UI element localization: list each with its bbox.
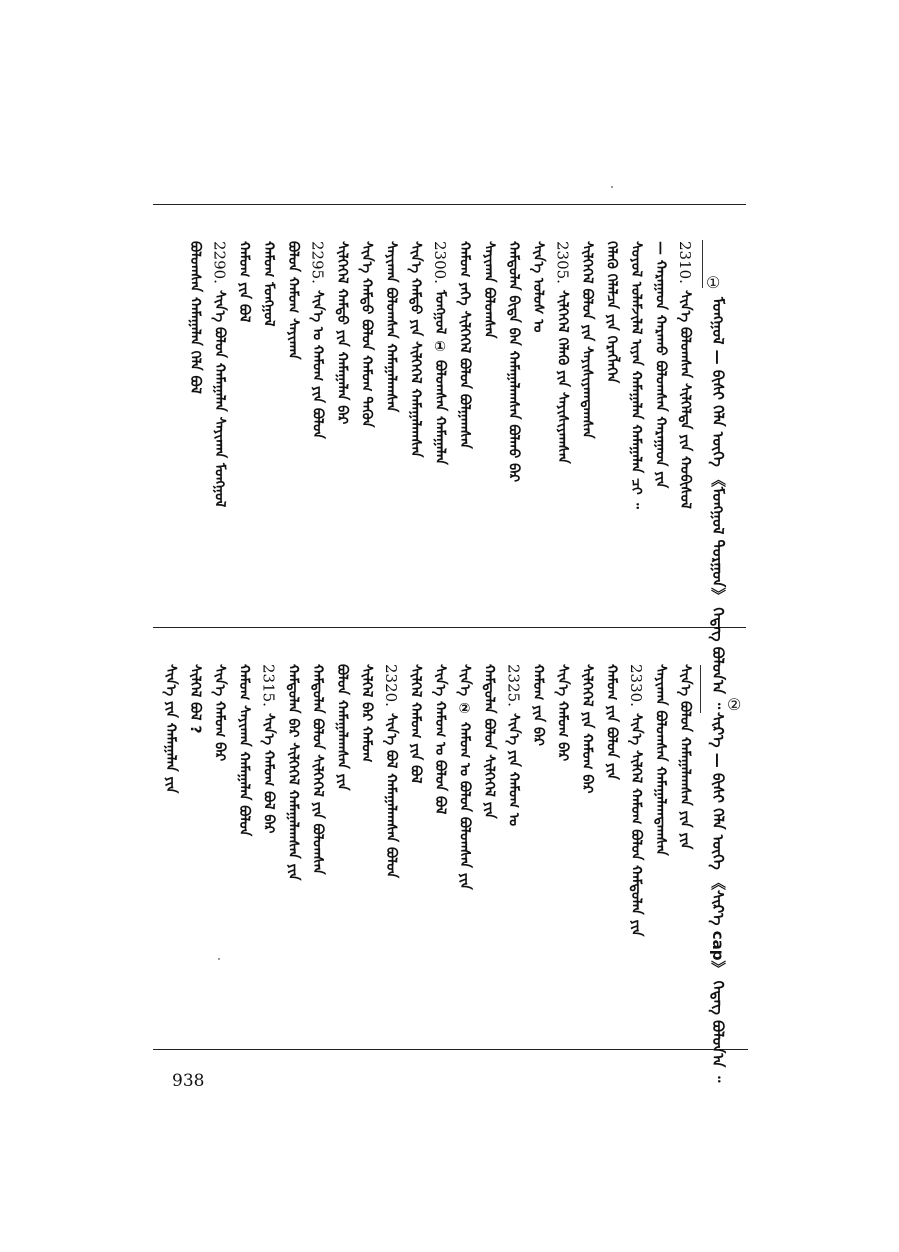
verse-line: [429, 241, 451, 465]
line-text: ᠪᠣᠯᠣᠨ ᠬᠠᠮᠤᠭ ᠰᠠᠶᠢᠬᠠᠨ: [285, 241, 301, 360]
verse-line: [552, 241, 574, 464]
verse-line: [478, 241, 500, 339]
line-text: ᠰᠢᠨ᠎ᠡ ᠬᠠᠮᠤᠭ ᠪᠠᠷ: [554, 664, 571, 762]
scan-speck: [218, 958, 220, 960]
line-text: ᠬᠠᠮᠤᠭ ᠶᠡᠬᠡ ᠰᠢᠯᠭᠡᠭᠡᠯ ᠪᠣᠯᠤᠨ ᠪᠣᠯᠭᠠᠭᠰᠠᠨ: [456, 241, 473, 449]
line-text: ᠰᠢᠯᠭᠡᠯ ᠪᠣᠯ ?: [187, 664, 203, 734]
verse-line: [650, 664, 672, 856]
line-text: ᠰᠢᠯᠭᠡᠯ ᠪᠠᠷ ᠬᠠᠮᠤᠭ: [358, 664, 375, 763]
line-text: ᠬᠠᠮᠤᠭ ᠰᠠᠶᠢᠬᠠᠨ ᠬᠠᠮᠠᠭᠠᠯᠠᠨ ᠪᠣᠯᠣᠨ: [236, 664, 252, 837]
verse-line: [625, 664, 647, 936]
line-text: ᠰᠢᠨ᠎ᠡ ᠶᠢᠨ ᠬᠠᠮᠠᠭᠠᠯᠠᠨ ᠶᠢᠨ: [162, 664, 179, 794]
verse-line: [209, 664, 231, 761]
verse-line: [552, 664, 574, 761]
verse-line: [356, 664, 378, 762]
line-text: ᠰᠠᠶᠢᠬᠠᠨ ᠪᠣᠯᠣᠭᠰᠠᠨ ᠬᠠᠮᠠᠭᠠᠯᠠᠭᠳᠠᠭᠰᠠᠨ: [652, 664, 669, 856]
line-text: ᠰᠢᠯᠭᠡᠭᠡᠯ ᠬᠠᠮᠲᠤ ᠶᠢᠨ ᠬᠠᠮᠠᠭᠠᠯᠠᠨ ᠪᠠᠷ: [334, 241, 350, 425]
line-text: ᠬᠠᠮᠲᠤᠯᠠᠨ ᠪᠣᠯᠣᠨ ᠰᠢᠯᠭᠡᠭᠡᠯ ᠶᠢᠨ: [481, 664, 497, 819]
line-number: 2330.: [627, 664, 645, 707]
verse-line: [674, 241, 696, 509]
verse-line: [380, 664, 402, 878]
line-text: ᠰᠢᠯᠭᠡᠭᠡᠯ ᠬᠡᠯᠡᠬᠦ ᠶᠢᠨ ᠰᠠᠶᠢᠰᠢᠶᠠᠭᠰᠠᠨ: [554, 289, 571, 464]
line-text: ᠰᠢᠨ᠎ᠡ ᠪᠣᠯᠣᠭᠰᠠᠨ ᠰᠢᠯᠭᠡᠯᠲᠡ ᠶᠢᠨ ᠬᠤᠪᠢᠰᠤᠯ: [677, 289, 693, 509]
line-text: ᠰᠢᠯᠭᠡᠯ ᠬᠠᠮᠤᠭ ᠶᠢᠨ ᠪᠣᠯ: [407, 664, 424, 784]
verse-line: [503, 241, 525, 482]
verse-line: [331, 664, 353, 791]
line-number: 2305.: [553, 241, 572, 284]
line-number: 2310.: [676, 241, 694, 284]
line-text: ᠬᠠᠮᠤᠭ ᠶᠢᠨ ᠪᠣᠯᠣᠨ ᠶᠢᠨ: [603, 664, 620, 780]
line-text: ᠰᠢᠨ᠎ᠡ ᠤᠯᠤᠰ ᠤ: [530, 241, 546, 333]
line-text: ᠬᠠᠮᠲᠤᠯᠠᠨ ᠪᠣᠯᠣᠨ ᠰᠢᠯᠭᠡᠭᠡᠯ ᠶᠢᠨ ᠪᠣᠯᠣᠭᠰᠠᠨ: [309, 664, 326, 875]
verse-line: [454, 664, 476, 890]
verse-line: [478, 664, 500, 819]
verse-line: [576, 664, 598, 794]
verse-line: [282, 664, 304, 881]
line-text: ᠰᠢᠯᠭᠡᠭᠡᠯ ᠪᠣᠯᠤᠨ ᠶᠢᠨ ᠰᠠᠶᠢᠰᠢᠶᠠᠭᠳᠠᠭᠰᠠᠨ: [579, 241, 595, 439]
footnote-text-2: ᠰᠢᠷ᠎ᠡ — ᠪᠢᠰᠢ ᠬᠡᠯᠡ ᠦᠭᠡ 《ᠰᠢᠷ᠎ᠡ cap》 ᠭᠡᠳᠡᠭ ᠪᠣᠯᠤᠨ᠎ᠠ ᠃: [709, 712, 727, 1083]
middle-rule: [153, 627, 746, 628]
line-text: ᠰᠢᠨ᠎ᠡ ᠬᠠᠮᠲᠤ ᠪᠣᠯᠣᠨ ᠬᠠᠮᠤᠭ ᠲᠡᠭᠦᠨ: [358, 241, 375, 428]
verse-line: [282, 241, 304, 360]
line-text: ᠬᠠᠮᠤᠭ ᠮᠣᠩᠭᠣᠯ: [260, 241, 277, 327]
verse-line: [503, 664, 525, 826]
line-text: ᠰᠢᠨ᠎ᠡ ᠬᠠᠮᠲᠤ ᠶᠢᠨ ᠰᠢᠯᠭᠡᠭᠡᠯ ᠬᠠᠮᠠᠭᠠᠯᠠᠭᠰᠠᠨ: [407, 241, 424, 458]
verse-line: [233, 241, 255, 322]
verse-line: [625, 241, 647, 509]
footnote-rule-upper: [702, 240, 703, 288]
verse-line: [576, 241, 598, 439]
verse-line: [184, 664, 206, 734]
line-number: 2295.: [308, 241, 327, 284]
line-text: ᠬᠠᠮᠲᠤᠯᠠᠨ ᠪᠠᠷ ᠰᠢᠯᠭᠡᠭᠡᠯ ᠬᠠᠮᠠᠭᠠᠯᠠᠭᠰᠠᠨ ᠶᠢᠨ: [285, 664, 301, 881]
line-number: 2320.: [382, 664, 400, 707]
verse-line: [258, 664, 280, 834]
line-text: ᠰᠢᠯᠭᠡᠭᠡᠯ ᠶᠢᠨ ᠬᠠᠮᠤᠭ ᠪᠠᠷ: [579, 664, 595, 794]
verse-line: [650, 241, 672, 488]
line-text: ᠰᠢᠨ᠎ᠡ ② ᠬᠠᠮᠤᠭ ᠤ ᠪᠣᠯᠣᠨ ᠪᠣᠯᠣᠭᠰᠠᠨ ᠶᠢᠨ: [456, 664, 473, 890]
page-number: 938: [172, 1071, 205, 1091]
footnote-marker-1: ①: [706, 273, 721, 292]
line-text: ᠰᠢᠨ᠎ᠡ ᠬᠠᠮᠤᠭ ᠪᠣᠯ ᠪᠠᠷ: [260, 712, 277, 834]
footnote-marker-2: ②: [727, 695, 742, 714]
line-number: 2325.: [504, 664, 523, 707]
verse-line: [356, 241, 378, 427]
verse-line: [184, 241, 206, 394]
line-number: 2315.: [259, 664, 278, 707]
verse-line: [160, 664, 182, 793]
verse-line: [233, 664, 255, 836]
line-text: — ᠬᠠᠷᠠᠭᠠᠳ ᠬᠠᠷᠠᠬᠤ ᠪᠣᠯᠣᠭᠰᠠᠨ ᠬᠠᠷᠠᠭᠠᠳ ᠶᠢᠨ: [652, 241, 669, 489]
line-text: ᠰᠢᠨ᠎ᠡ ᠶᠢᠨ ᠬᠠᠮᠤᠭ ᠤ: [505, 712, 522, 826]
verse-line: [601, 664, 623, 780]
verse-line: [209, 241, 231, 507]
line-text: ᠪᠣᠯᠣᠨ ᠬᠠᠮᠠᠭᠠᠯᠠᠭᠰᠠᠨ ᠶᠢᠨ: [334, 664, 350, 791]
bottom-rule: [153, 1049, 748, 1050]
line-text: ᠬᠠᠮᠤᠭ ᠶᠢᠨ ᠪᠣᠯ: [236, 241, 252, 323]
line-text: ᠰᠢᠨ᠎ᠡ ᠪᠣᠯ ᠬᠠᠮᠠᠭᠠᠯᠠᠭᠰᠠᠨ ᠪᠣᠯᠣᠨ: [383, 712, 399, 879]
verse-line: [454, 241, 476, 449]
line-text: ᠬᠠᠮᠤᠭ ᠶᠢᠨ ᠪᠠᠷ: [530, 664, 546, 747]
verse-line: [405, 241, 427, 457]
verse-line: [527, 241, 549, 332]
verse-line: [527, 664, 549, 746]
line-text: ᠰᠢᠨ᠎ᠡ ᠰᠢᠯᠭᠡᠯ ᠬᠠᠮᠤᠭ ᠪᠣᠯᠣᠨ ᠬᠠᠮᠲᠤᠯᠠᠨ ᠶᠢᠨ: [628, 712, 644, 937]
line-text: ᠰᠠᠶᠢᠬᠠᠨ ᠪᠣᠯᠣᠭᠰᠠᠨ: [481, 241, 497, 339]
line-text: ᠰᠢᠨ᠎ᠡ ᠪᠣᠯᠣᠨ ᠬᠠᠮᠠᠭᠠᠯᠠᠨ ᠰᠠᠶᠢᠬᠠᠨ ᠮᠣᠩᠭᠣᠯ: [211, 289, 228, 508]
line-text: ᠬᠠᠮᠲᠤᠯᠠᠨ ᠪᠢᠳᠡ ᠪᠡᠨ ᠬᠠᠮᠠᠭᠠᠯᠠᠭᠰᠠᠨ ᠪᠣᠯᠬᠤ ᠪᠠᠷ: [505, 241, 522, 483]
verse-line: [674, 664, 696, 849]
line-number: 2290.: [210, 241, 229, 284]
verse-line: [405, 664, 427, 784]
footnote-rule-lower: [700, 665, 701, 713]
verse-line: [307, 664, 329, 875]
footnote-text-1: ᠮᠣᠩᠭᠣᠯ — ᠪᠢᠰᠢ ᠬᠡᠯᠡ ᠦᠭᠡ 《ᠮᠣᠩᠭᠣᠯ ᠲᠣᠷᠭᠣᠨ》 ᠭᠡᠳᠡᠭ ᠪᠣᠯᠤᠨ᠎ᠠ ᠃: [709, 297, 727, 710]
line-text: ᠰᠢᠨ᠎ᠡ ᠬᠠᠮᠤᠭ ᠤ ᠪᠣᠯᠣᠨ ᠪᠣᠯ: [432, 664, 448, 815]
line-text: ᠬᠡᠯᠡᠬᠦ ᠬᠡᠯᠡᠯᠴᠡ ᠶᠢᠨ ᠬᠡᠷᠡᠭᠯᠡᠭᠡᠨ: [603, 241, 620, 384]
line-number: 2300.: [431, 241, 449, 284]
verse-line: [331, 241, 353, 424]
line-text: ᠰᠢᠨ᠎ᠡ ᠤ ᠬᠠᠮᠤᠭ ᠶᠢᠨ ᠪᠣᠯᠣᠨ: [309, 289, 326, 439]
top-rule: [153, 204, 746, 205]
verse-line: [258, 241, 280, 326]
line-text: ᠰᠠᠶᠢᠬᠠᠨ ᠪᠣᠯᠣᠭᠰᠠᠨ ᠬᠠᠮᠠᠭᠠᠯᠠᠭᠰᠠᠨ: [383, 241, 399, 413]
line-text: ᠮᠣᠩᠭᠣᠯ ① ᠪᠣᠯᠣᠭᠰᠠᠨ ᠬᠠᠮᠠᠭᠠᠯᠠᠨ: [432, 289, 448, 465]
verse-line: [601, 241, 623, 383]
line-text: ᠰᠢᠨ᠎ᠡ ᠬᠠᠮᠤᠭ ᠪᠠᠷ: [211, 664, 228, 762]
scan-speck: [611, 186, 613, 188]
verse-line: [380, 241, 402, 412]
line-text: ᠪᠣᠯᠣᠭᠰᠠᠨ ᠬᠠᠮᠠᠭᠠᠯᠠᠨ ᠬᠡᠯᠡ ᠪᠣᠯ: [187, 241, 203, 394]
verse-line: [429, 664, 451, 814]
line-text: ᠰᠢᠨ᠎ᠡ ᠪᠣᠯᠣᠨ ᠬᠠᠮᠠᠭᠠᠯᠠᠭᠰᠠᠨ ᠶᠢᠨ ᠶᠢᠨ: [677, 664, 693, 850]
line-text: ᠰᠣᠶᠣᠯ ᠤᠯᠠᠮᠵᠢᠯᠠᠯ ᠢᠶᠠᠨ ᠬᠠᠮᠠᠭᠠᠯᠠᠨ ᠬᠠᠮᠠᠭᠠᠯᠠᠨ ᠴᠢ ᠃: [628, 241, 644, 509]
verse-line: [307, 241, 329, 439]
